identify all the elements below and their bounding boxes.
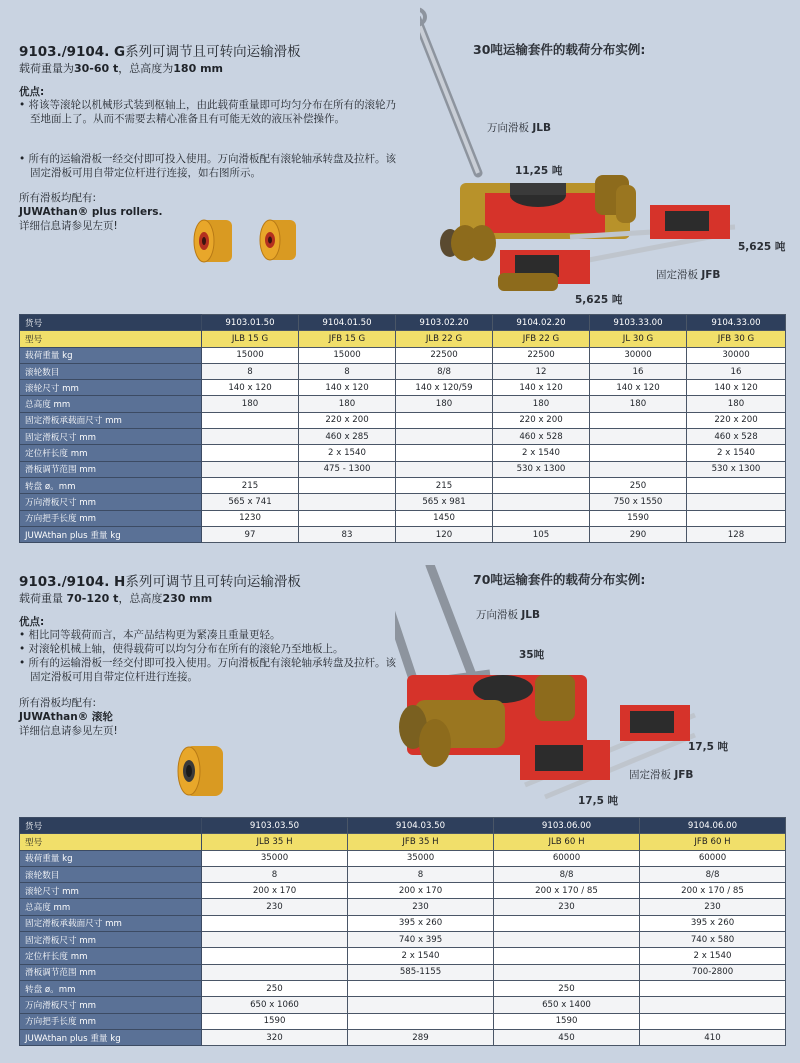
table-cell: 180 xyxy=(202,396,299,412)
table-cell xyxy=(687,494,786,510)
table-row xyxy=(20,866,786,882)
label-jlb-g: 万向滑板 JLB xyxy=(487,122,551,134)
table-cell: 200 x 170 / 85 xyxy=(640,883,786,899)
table-cell: 140 x 120 xyxy=(493,380,590,396)
row-label-cell: 滚轮数目 xyxy=(20,866,202,882)
label-jfb-g: 固定滑板 JFB xyxy=(656,269,721,281)
table-cell: 2 x 1540 xyxy=(299,445,396,461)
table-cell: 22500 xyxy=(396,347,493,363)
section-g-bullet-1: • 将该等滚轮以机械形式装到枢轴上，由此载荷重量即可均匀分布在所有的滚轮乃至地面上了。从而不需要去精心准备且有可能无效的液压补偿操作。 xyxy=(19,99,397,125)
row-label-cell: 万向滑板尺寸 mm xyxy=(20,997,202,1013)
item-number-cell: 9104.33.00 xyxy=(687,315,786,331)
table-cell xyxy=(493,494,590,510)
section-h-see-left: 详细信息请参见左页! xyxy=(19,725,118,737)
roller-icon xyxy=(175,742,235,800)
table-cell: 180 xyxy=(396,396,493,412)
row-label-cell: 转盘 ø。mm xyxy=(20,477,202,493)
table-cell: 120 xyxy=(396,526,493,542)
table-cell: 230 xyxy=(348,899,494,915)
table-cell: 35000 xyxy=(348,850,494,866)
table-cell: 22500 xyxy=(493,347,590,363)
table-cell: 180 xyxy=(493,396,590,412)
table-cell: 475 - 1300 xyxy=(299,461,396,477)
table-cell: 230 xyxy=(494,899,640,915)
table-cell xyxy=(396,461,493,477)
table-header-row xyxy=(20,818,786,834)
row-label-cell: 固定滑板承载面尺寸 mm xyxy=(20,915,202,931)
table-cell xyxy=(640,997,786,1013)
label-load-bottom-g: 5,625 吨 xyxy=(575,294,623,306)
table-cell: 220 x 200 xyxy=(493,412,590,428)
table-cell: 220 x 200 xyxy=(299,412,396,428)
table-cell: 12 xyxy=(493,363,590,379)
row-label-cell: 滑板调节范围 mm xyxy=(20,964,202,980)
row-label-cell: 滚轮尺寸 mm xyxy=(20,380,202,396)
table-cell xyxy=(202,412,299,428)
row-label-cell: 固定滑板尺寸 mm xyxy=(20,932,202,948)
row-label-cell: 滚轮数目 xyxy=(20,363,202,379)
row-label-cell: 定位杆长度 mm xyxy=(20,948,202,964)
table-cell: 250 xyxy=(590,477,687,493)
table-cell: 140 x 120 xyxy=(590,380,687,396)
table-cell: 140 x 120 xyxy=(299,380,396,396)
table-cell xyxy=(202,915,348,931)
table-cell: 30000 xyxy=(590,347,687,363)
model-cell: JFB 15 G xyxy=(299,331,396,347)
section-g-example-title: 30吨运输套件的载荷分布实例: xyxy=(473,42,646,57)
table-cell: 16 xyxy=(687,363,786,379)
table-cell: 2 x 1540 xyxy=(640,948,786,964)
table-cell: 700-2800 xyxy=(640,964,786,980)
table-cell xyxy=(396,429,493,445)
table-cell xyxy=(202,932,348,948)
table-row xyxy=(20,461,786,477)
model-cell: JL 30 G xyxy=(590,331,687,347)
row-label-cell: 滑板调节范围 mm xyxy=(20,461,202,477)
table-cell: 128 xyxy=(687,526,786,542)
table-cell xyxy=(590,445,687,461)
table-row xyxy=(20,412,786,428)
section-h-example-title: 70吨运输套件的载荷分布实例: xyxy=(473,572,646,587)
table-cell xyxy=(493,477,590,493)
section-h-bullet-2: • 对滚轮机械上轴，使得载荷可以均匀分布在所有的滚轮乃至地板上。 xyxy=(19,643,344,655)
table-cell: 8/8 xyxy=(396,363,493,379)
item-number-cell: 9104.03.50 xyxy=(348,818,494,834)
table-cell: 105 xyxy=(493,526,590,542)
row-label-cell: 固定滑板尺寸 mm xyxy=(20,429,202,445)
table-cell: 8 xyxy=(299,363,396,379)
table-cell xyxy=(202,445,299,461)
table-cell: 140 x 120 xyxy=(202,380,299,396)
table-cell xyxy=(494,915,640,931)
table-cell: 320 xyxy=(202,1029,348,1045)
label-load-right-h: 17,5 吨 xyxy=(688,741,729,753)
table-cell: 180 xyxy=(590,396,687,412)
item-number-cell: 9104.06.00 xyxy=(640,818,786,834)
table-cell xyxy=(396,445,493,461)
table-cell: 200 x 170 xyxy=(348,883,494,899)
section-g-roller-brand: JUWAthan® plus rollers. xyxy=(19,206,163,218)
model-cell: JLB 60 H xyxy=(494,834,640,850)
table-model-row xyxy=(20,331,786,347)
table-cell xyxy=(299,477,396,493)
section-h-bullet-1: • 相比同等载荷而言，本产品结构更为紧凑且重量更轻。 xyxy=(19,629,281,641)
header-label-cell: 货号 xyxy=(20,315,202,331)
table-cell: 460 x 528 xyxy=(687,429,786,445)
table-cell xyxy=(396,412,493,428)
item-number-cell: 9103.33.00 xyxy=(590,315,687,331)
table-cell: 230 xyxy=(202,899,348,915)
table-row xyxy=(20,477,786,493)
section-h-subtitle: 载荷重量 70-120 t，总高度230 mm xyxy=(19,592,213,605)
table-cell: 565 x 981 xyxy=(396,494,493,510)
section-g-title: 9103./9104. G系列可调节且可转向运输滑板 xyxy=(19,44,301,60)
table-cell: 289 xyxy=(348,1029,494,1045)
skate-set-illustration xyxy=(395,565,755,805)
table-cell xyxy=(640,980,786,996)
table-cell: 530 x 1300 xyxy=(687,461,786,477)
table-cell: 180 xyxy=(687,396,786,412)
table-cell: 740 x 395 xyxy=(348,932,494,948)
table-cell: 15000 xyxy=(202,347,299,363)
table-cell xyxy=(202,948,348,964)
section-g-bullet-2: • 所有的运输滑板一经交付即可投入使用。万向滑板配有滚轮轴承转盘及拉杆。该固定滑板可用自带定位杆进行连接，如右图所示。 xyxy=(19,153,397,179)
table-row xyxy=(20,363,786,379)
table-cell xyxy=(299,494,396,510)
table-cell xyxy=(202,461,299,477)
skate-set-illustration xyxy=(420,5,780,305)
row-label-cell: 总高度 mm xyxy=(20,899,202,915)
table-model-row xyxy=(20,834,786,850)
table-cell: 200 x 170 xyxy=(202,883,348,899)
table-row xyxy=(20,980,786,996)
table-cell: 1230 xyxy=(202,510,299,526)
table-row xyxy=(20,526,786,542)
table-row xyxy=(20,494,786,510)
row-label-cell: 方向把手长度 mm xyxy=(20,1013,202,1029)
label-load-main-g: 11,25 吨 xyxy=(515,165,563,177)
table-row xyxy=(20,445,786,461)
model-cell: JFB 35 H xyxy=(348,834,494,850)
table-cell xyxy=(590,412,687,428)
table-cell xyxy=(202,429,299,445)
row-label-cell: 定位杆长度 mm xyxy=(20,445,202,461)
table-cell: 290 xyxy=(590,526,687,542)
table-cell: 750 x 1550 xyxy=(590,494,687,510)
section-h-title: 9103./9104. H系列可调节且可转向运输滑板 xyxy=(19,574,301,590)
label-load-right-g: 5,625 吨 xyxy=(738,241,786,253)
table-row xyxy=(20,510,786,526)
table-cell xyxy=(687,510,786,526)
row-label-cell: JUWAthan plus 重量 kg xyxy=(20,1029,202,1045)
table-row xyxy=(20,932,786,948)
table-cell xyxy=(348,980,494,996)
row-label-cell: 滚轮尺寸 mm xyxy=(20,883,202,899)
model-label-cell: 型号 xyxy=(20,834,202,850)
table-cell: 530 x 1300 xyxy=(493,461,590,477)
table-cell xyxy=(493,510,590,526)
item-number-cell: 9103.02.20 xyxy=(396,315,493,331)
table-cell: 30000 xyxy=(687,347,786,363)
table-cell: 395 x 260 xyxy=(640,915,786,931)
section-h-advantages-title: 优点: xyxy=(19,616,45,628)
table-row xyxy=(20,347,786,363)
table-cell: 650 x 1400 xyxy=(494,997,640,1013)
model-cell: JLB 22 G xyxy=(396,331,493,347)
table-cell: 1590 xyxy=(494,1013,640,1029)
table-row xyxy=(20,380,786,396)
table-row xyxy=(20,997,786,1013)
table-cell: 8 xyxy=(348,866,494,882)
table-cell: 8/8 xyxy=(640,866,786,882)
table-cell: 97 xyxy=(202,526,299,542)
table-cell: 410 xyxy=(640,1029,786,1045)
table-cell: 8/8 xyxy=(494,866,640,882)
table-cell: 16 xyxy=(590,363,687,379)
table-cell: 450 xyxy=(494,1029,640,1045)
table-cell: 2 x 1540 xyxy=(493,445,590,461)
label-jfb-h: 固定滑板 JFB xyxy=(629,769,694,781)
table-cell xyxy=(640,1013,786,1029)
table-cell: 140 x 120/59 xyxy=(396,380,493,396)
table-row xyxy=(20,964,786,980)
section-g-see-left: 详细信息请参见左页! xyxy=(19,220,118,232)
section-g-subtitle: 载荷重量为30-60 t，总高度为180 mm xyxy=(19,62,223,75)
table-cell: 250 xyxy=(202,980,348,996)
header-label-cell: 货号 xyxy=(20,818,202,834)
section-h-bullet-3: • 所有的运输滑板一经交付即可投入使用。万向滑板配有滚轮轴承转盘及拉杆。该固定滑板可用自带定位杆进行连接。 xyxy=(19,657,397,683)
row-label-cell: 固定滑板承载面尺寸 mm xyxy=(20,412,202,428)
table-cell xyxy=(348,1013,494,1029)
table-cell: 1590 xyxy=(202,1013,348,1029)
label-load-bottom-h: 17,5 吨 xyxy=(578,795,619,807)
table-cell: 250 xyxy=(494,980,640,996)
row-label-cell: 载荷重量 kg xyxy=(20,850,202,866)
item-number-cell: 9103.06.00 xyxy=(494,818,640,834)
roller-image-pair xyxy=(190,214,310,270)
table-cell xyxy=(590,429,687,445)
table-row xyxy=(20,396,786,412)
row-label-cell: 载荷重量 kg xyxy=(20,347,202,363)
table-cell xyxy=(202,964,348,980)
section-g-equipped: 所有滑板均配有: xyxy=(19,192,97,204)
table-row xyxy=(20,1029,786,1045)
table-cell: 2 x 1540 xyxy=(687,445,786,461)
table-cell: 60000 xyxy=(494,850,640,866)
table-cell: 565 x 741 xyxy=(202,494,299,510)
model-cell: JLB 15 G xyxy=(202,331,299,347)
item-number-cell: 9104.01.50 xyxy=(299,315,396,331)
table-cell: 215 xyxy=(202,477,299,493)
table-cell: 2 x 1540 xyxy=(348,948,494,964)
table-row xyxy=(20,948,786,964)
table-row xyxy=(20,850,786,866)
spec-table-g xyxy=(19,314,786,543)
table-cell: 60000 xyxy=(640,850,786,866)
table-cell xyxy=(299,510,396,526)
table-cell: 740 x 580 xyxy=(640,932,786,948)
model-cell: JFB 60 H xyxy=(640,834,786,850)
section-h-equipped: 所有滑板均配有: xyxy=(19,697,97,709)
table-cell xyxy=(687,477,786,493)
row-label-cell: 总高度 mm xyxy=(20,396,202,412)
table-header-row xyxy=(20,315,786,331)
table-cell: 230 xyxy=(640,899,786,915)
table-cell: 1590 xyxy=(590,510,687,526)
table-cell: 585-1155 xyxy=(348,964,494,980)
table-cell: 460 x 528 xyxy=(493,429,590,445)
table-cell: 180 xyxy=(299,396,396,412)
table-cell: 8 xyxy=(202,363,299,379)
table-cell: 220 x 200 xyxy=(687,412,786,428)
item-number-cell: 9103.01.50 xyxy=(202,315,299,331)
table-row xyxy=(20,429,786,445)
table-cell: 650 x 1060 xyxy=(202,997,348,1013)
table-cell: 83 xyxy=(299,526,396,542)
spec-table-h xyxy=(19,817,786,1046)
item-number-cell: 9103.03.50 xyxy=(202,818,348,834)
model-label-cell: 型号 xyxy=(20,331,202,347)
table-row xyxy=(20,883,786,899)
table-row xyxy=(20,1013,786,1029)
table-cell: 395 x 260 xyxy=(348,915,494,931)
table-cell: 200 x 170 / 85 xyxy=(494,883,640,899)
section-g-advantages-title: 优点: xyxy=(19,86,45,98)
label-load-main-h: 35吨 xyxy=(519,649,545,661)
table-row xyxy=(20,899,786,915)
row-label-cell: 转盘 ø。mm xyxy=(20,980,202,996)
roller-icon xyxy=(194,220,232,262)
label-jlb-h: 万向滑板 JLB xyxy=(476,609,540,621)
table-cell xyxy=(494,964,640,980)
table-cell: 8 xyxy=(202,866,348,882)
table-cell: 35000 xyxy=(202,850,348,866)
model-cell: JLB 35 H xyxy=(202,834,348,850)
model-cell: JFB 30 G xyxy=(687,331,786,347)
row-label-cell: JUWAthan plus 重量 kg xyxy=(20,526,202,542)
model-cell: JFB 22 G xyxy=(493,331,590,347)
table-cell xyxy=(494,948,640,964)
table-cell: 140 x 120 xyxy=(687,380,786,396)
table-cell xyxy=(348,997,494,1013)
table-cell: 1450 xyxy=(396,510,493,526)
table-cell: 215 xyxy=(396,477,493,493)
table-cell xyxy=(590,461,687,477)
row-label-cell: 万向滑板尺寸 mm xyxy=(20,494,202,510)
row-label-cell: 方向把手长度 mm xyxy=(20,510,202,526)
table-cell: 460 x 285 xyxy=(299,429,396,445)
roller-icon xyxy=(260,220,296,260)
table-cell: 15000 xyxy=(299,347,396,363)
table-cell xyxy=(494,932,640,948)
table-row xyxy=(20,915,786,931)
section-h-roller-brand: JUWAthan® 滚轮 xyxy=(19,711,113,723)
item-number-cell: 9104.02.20 xyxy=(493,315,590,331)
